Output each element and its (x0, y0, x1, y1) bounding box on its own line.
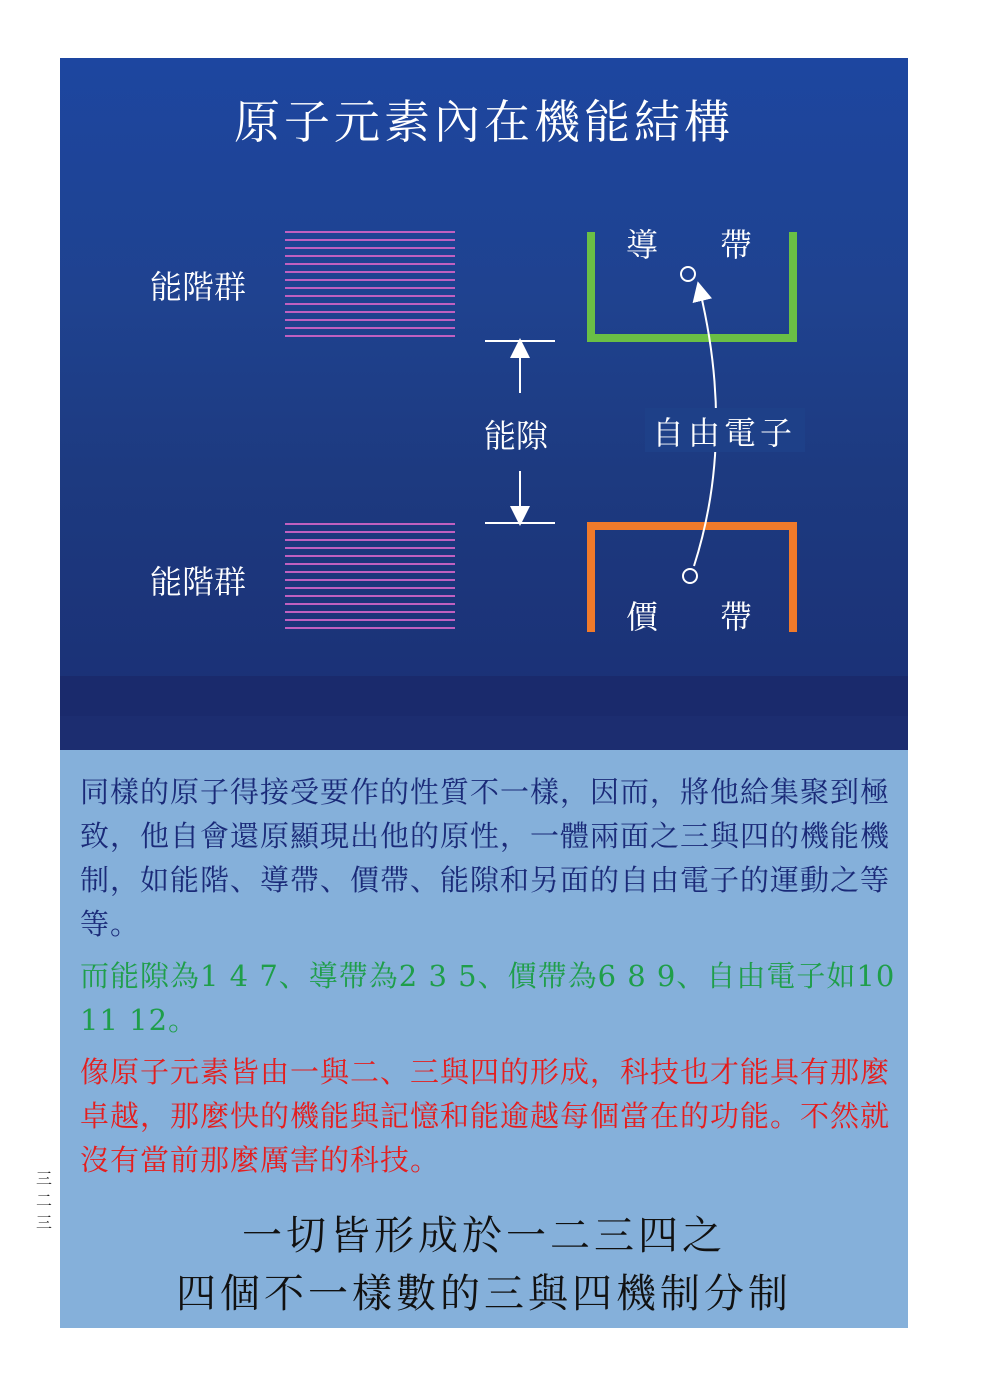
paragraph-3: 像原子元素皆由一與二、三與四的形成，科技也才能具有那麼卓越，那麼快的機能與記憶和能逾越每個當在的功能。不然就沒有當前那麼厲害的科技。 (80, 1055, 891, 1177)
motto-line-1: 一切皆形成於一二三四之 (242, 1213, 726, 1259)
upper-energy-levels (285, 232, 455, 336)
valence-band-label-2: 帶 (720, 598, 753, 636)
conduction-band-label-1: 導 (626, 226, 659, 264)
valence-band-label-1: 價 (626, 598, 659, 636)
electron-upper-circle (681, 267, 695, 281)
free-electron-label: 自由電子 (652, 414, 797, 452)
motto-line-2: 四個不一樣數的三與四機制分制 (176, 1271, 792, 1317)
valence-band-well (591, 526, 793, 632)
upper-level-group-label: 能階群 (150, 268, 247, 306)
page-title: 原子元素內在機能結構 (234, 95, 734, 149)
conduction-band-label-2: 帶 (720, 226, 753, 264)
paragraph-2: 而能隙為1 4 7、導帶為2 3 5、價帶為6 8 9、自由電子如10 11 12。 (80, 959, 896, 1037)
electron-lower-circle (683, 569, 697, 583)
page-number: 三 二 三 (35, 1169, 52, 1232)
lower-energy-levels (285, 524, 455, 628)
conduction-band-well (591, 232, 793, 338)
panel-band-upper (60, 676, 908, 716)
paragraph-1: 同樣的原子得接受要作的性質不一樣，因而，將他給集聚到極致，他自會還原顯現出他的原性，一體兩面之三與四的機能機制，如能階、導帶、價帶、能隙和另面的自由電子的運動之等等。 (80, 775, 891, 941)
panel-band-lower (60, 716, 908, 750)
lower-level-group-label: 能階群 (150, 563, 247, 601)
band-gap-label: 能隙 (484, 417, 549, 455)
energy-band-diagram (60, 58, 908, 678)
